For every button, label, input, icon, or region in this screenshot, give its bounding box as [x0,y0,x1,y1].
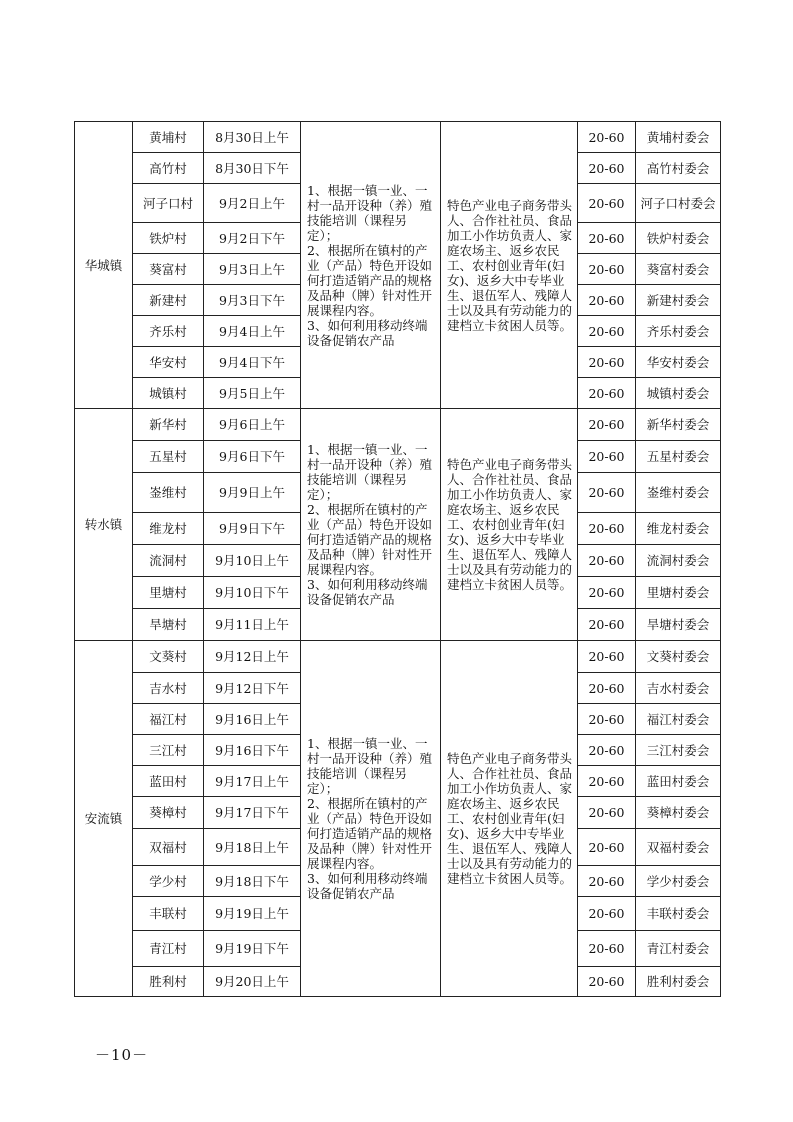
session-date: 9月5日上午 [204,378,301,409]
village-name: 胜利村 [133,967,204,997]
session-date: 9月18日上午 [204,829,301,866]
village-name: 福江村 [133,704,204,735]
participant-count: 20-60 [578,441,636,473]
village-name: 文葵村 [133,641,204,673]
village-name: 高竹村 [133,153,204,184]
participant-count: 20-60 [578,577,636,609]
session-date: 9月18日下午 [204,866,301,897]
session-date: 9月17日上午 [204,766,301,797]
venue: 蓝田村委会 [636,766,721,797]
venue: 华安村委会 [636,347,721,378]
session-date: 9月3日上午 [204,254,301,285]
session-date: 9月16日上午 [204,704,301,735]
village-name: 五星村 [133,441,204,473]
participant-count: 20-60 [578,673,636,704]
venue: 文葵村委会 [636,641,721,673]
venue: 葵樟村委会 [636,797,721,829]
participant-count: 20-60 [578,797,636,829]
session-date: 9月12日下午 [204,673,301,704]
village-name: 蓝田村 [133,766,204,797]
participant-count: 20-60 [578,897,636,931]
participant-count: 20-60 [578,641,636,673]
session-date: 9月20日上午 [204,967,301,997]
venue: 齐乐村委会 [636,316,721,347]
venue: 高竹村委会 [636,153,721,184]
village-name: 城镇村 [133,378,204,409]
village-name: 双福村 [133,829,204,866]
participant-count: 20-60 [578,347,636,378]
village-name: 维龙村 [133,513,204,545]
participant-count: 20-60 [578,184,636,223]
town-name: 转水镇 [75,409,133,641]
village-name: 三江村 [133,735,204,766]
venue: 旱塘村委会 [636,609,721,641]
venue: 里塘村委会 [636,577,721,609]
page-number: －10－ [95,1046,149,1064]
participant-count: 20-60 [578,766,636,797]
venue: 葵富村委会 [636,254,721,285]
venue: 三江村委会 [636,735,721,766]
participant-count: 20-60 [578,153,636,184]
target-audience: 特色产业电子商务带头人、合作社社员、食品加工小作坊负责人、家庭农场主、返乡农民工、农村创业青年(妇女)、返乡大中专毕业生、退伍军人、残障人士以及具有劳动能力的建档立卡贫困人员等。 [441,641,578,997]
venue: 流洞村委会 [636,545,721,577]
target-audience: 特色产业电子商务带头人、合作社社员、食品加工小作坊负责人、家庭农场主、返乡农民工、农村创业青年(妇女)、返乡大中专毕业生、退伍军人、残障人士以及具有劳动能力的建档立卡贫困人员等。 [441,122,578,409]
village-name: 齐乐村 [133,316,204,347]
village-name: 华安村 [133,347,204,378]
village-name: 葵富村 [133,254,204,285]
venue: 黄埔村委会 [636,122,721,153]
participant-count: 20-60 [578,223,636,254]
town-name: 华城镇 [75,122,133,409]
venue: 学少村委会 [636,866,721,897]
venue: 青江村委会 [636,931,721,967]
venue: 崟维村委会 [636,473,721,513]
venue: 河子口村委会 [636,184,721,223]
session-date: 9月17日下午 [204,797,301,829]
session-date: 9月9日下午 [204,513,301,545]
session-date: 8月30日下午 [204,153,301,184]
session-date: 9月16日下午 [204,735,301,766]
training-content: 1、根据一镇一业、一村一品开设种（养）殖技能培训（课程另定）； 2、根据所在镇村的产业（产品）特色开设如何打造适销产品的规格及品种（牌）针对性开展课程内容。 3、如何利用移动终端设备促销农产品 [301,122,441,409]
participant-count: 20-60 [578,866,636,897]
village-name: 崟维村 [133,473,204,513]
session-date: 9月19日上午 [204,897,301,931]
participant-count: 20-60 [578,967,636,997]
venue: 铁炉村委会 [636,223,721,254]
village-name: 吉水村 [133,673,204,704]
venue: 五星村委会 [636,441,721,473]
training-content: 1、根据一镇一业、一村一品开设种（养）殖技能培训（课程另定）； 2、根据所在镇村的产业（产品）特色开设如何打造适销产品的规格及品种（牌）针对性开展课程内容。 3、如何利用移动终端设备促销农产品 [301,409,441,641]
village-name: 流洞村 [133,545,204,577]
table-body [75,122,721,997]
village-name: 学少村 [133,866,204,897]
session-date: 9月6日上午 [204,409,301,441]
venue: 丰联村委会 [636,897,721,931]
session-date: 9月2日上午 [204,184,301,223]
participant-count: 20-60 [578,378,636,409]
village-name: 葵樟村 [133,797,204,829]
session-date: 9月2日下午 [204,223,301,254]
venue: 胜利村委会 [636,967,721,997]
training-content: 1、根据一镇一业、一村一品开设种（养）殖技能培训（课程另定）； 2、根据所在镇村的产业（产品）特色开设如何打造适销产品的规格及品种（牌）针对性开展课程内容。 3、如何利用移动终端设备促销农产品 [301,641,441,997]
participant-count: 20-60 [578,254,636,285]
table-row [75,122,721,153]
venue: 城镇村委会 [636,378,721,409]
participant-count: 20-60 [578,409,636,441]
village-name: 黄埔村 [133,122,204,153]
village-name: 铁炉村 [133,223,204,254]
venue: 福江村委会 [636,704,721,735]
table-row [75,409,721,441]
village-name: 河子口村 [133,184,204,223]
village-name: 丰联村 [133,897,204,931]
venue: 吉水村委会 [636,673,721,704]
participant-count: 20-60 [578,735,636,766]
session-date: 9月4日上午 [204,316,301,347]
town-name: 安流镇 [75,641,133,997]
target-audience: 特色产业电子商务带头人、合作社社员、食品加工小作坊负责人、家庭农场主、返乡农民工、农村创业青年(妇女)、返乡大中专毕业生、退伍军人、残障人士以及具有劳动能力的建档立卡贫困人员等。 [441,409,578,641]
participant-count: 20-60 [578,545,636,577]
village-name: 新建村 [133,285,204,316]
participant-count: 20-60 [578,473,636,513]
session-date: 8月30日上午 [204,122,301,153]
session-date: 9月10日上午 [204,545,301,577]
venue: 维龙村委会 [636,513,721,545]
session-date: 9月11日上午 [204,609,301,641]
venue: 新华村委会 [636,409,721,441]
table-row [75,641,721,673]
venue: 双福村委会 [636,829,721,866]
session-date: 9月19日下午 [204,931,301,967]
participant-count: 20-60 [578,316,636,347]
participant-count: 20-60 [578,931,636,967]
participant-count: 20-60 [578,609,636,641]
participant-count: 20-60 [578,513,636,545]
village-name: 里塘村 [133,577,204,609]
session-date: 9月10日下午 [204,577,301,609]
session-date: 9月12日上午 [204,641,301,673]
participant-count: 20-60 [578,122,636,153]
session-date: 9月4日下午 [204,347,301,378]
participant-count: 20-60 [578,704,636,735]
session-date: 9月3日下午 [204,285,301,316]
village-name: 旱塘村 [133,609,204,641]
village-name: 新华村 [133,409,204,441]
session-date: 9月9日上午 [204,473,301,513]
participant-count: 20-60 [578,285,636,316]
village-name: 青江村 [133,931,204,967]
training-schedule-table [74,121,721,997]
participant-count: 20-60 [578,829,636,866]
session-date: 9月6日下午 [204,441,301,473]
venue: 新建村委会 [636,285,721,316]
